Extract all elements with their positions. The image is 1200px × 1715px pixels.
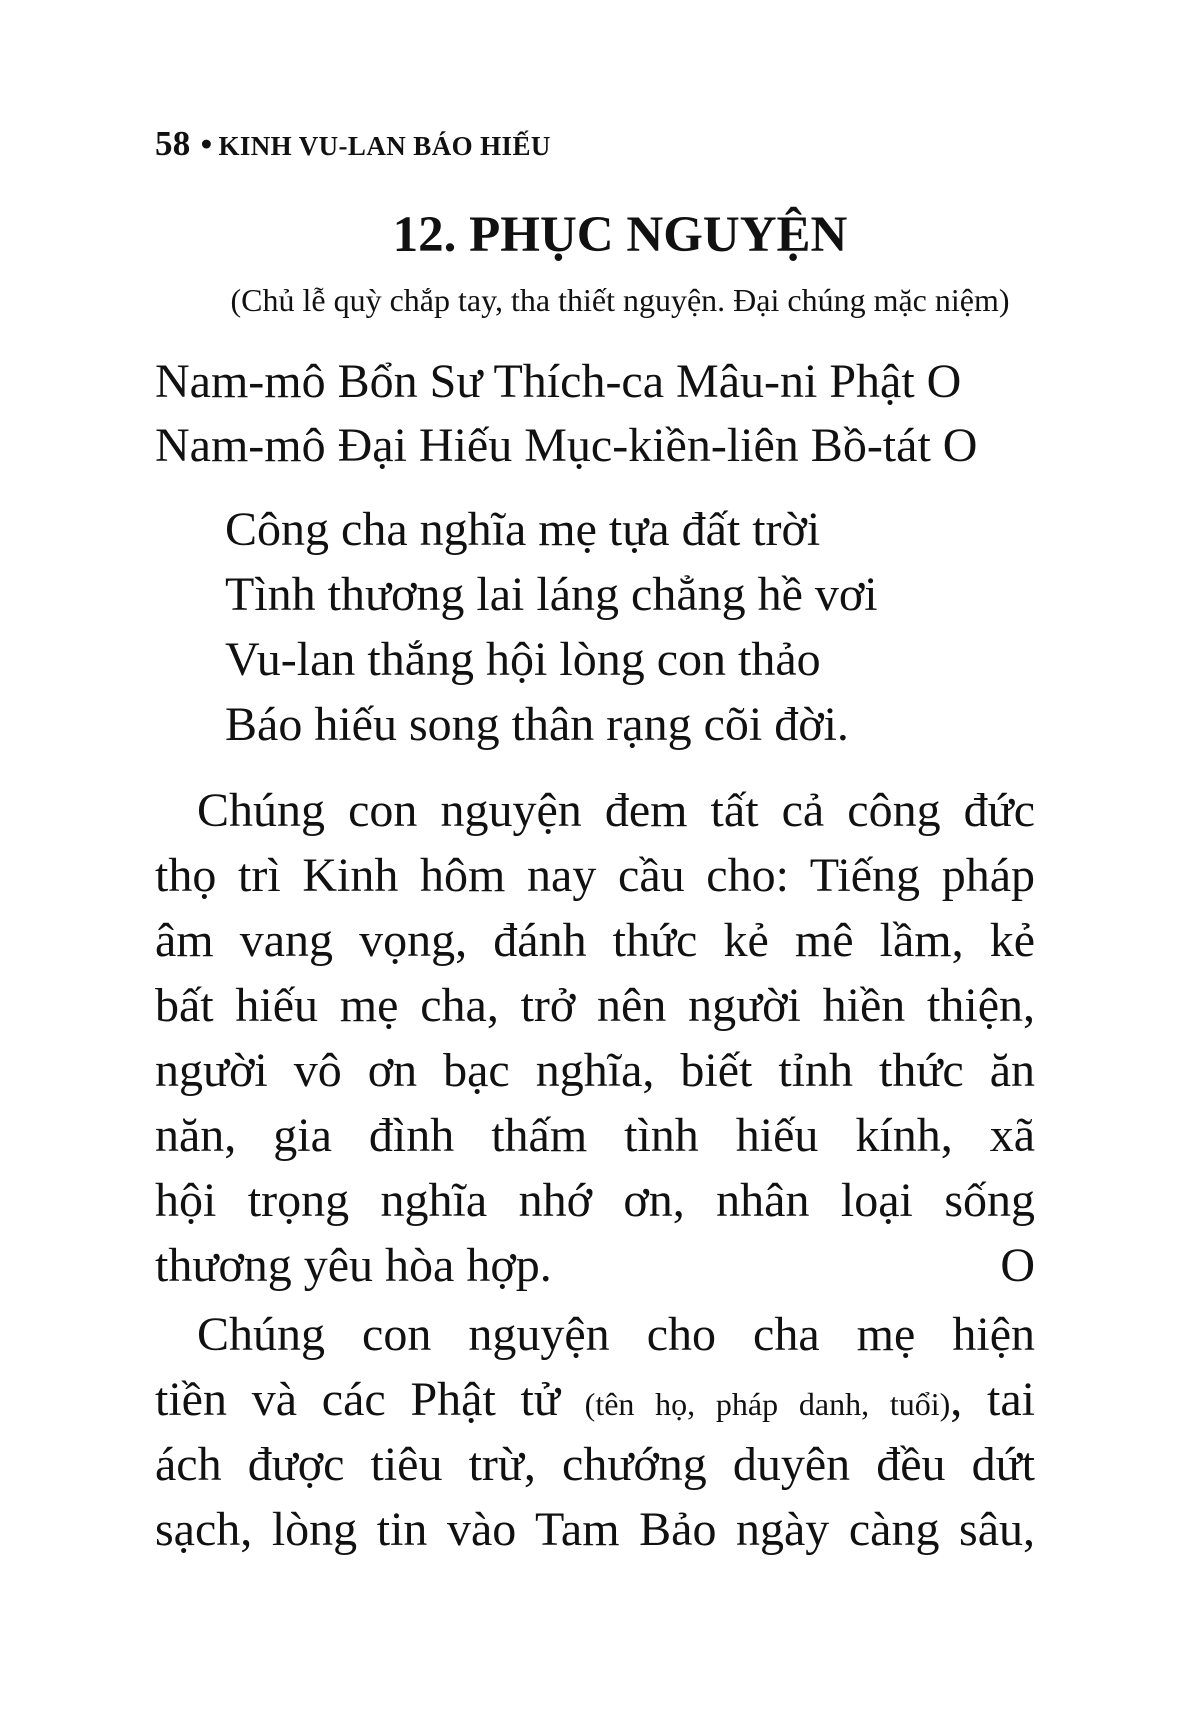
running-header — [155, 124, 551, 166]
paragraph-text: , tai — [950, 1373, 1035, 1426]
invocation-line: Nam-mô Đại Hiếu Mục-kiền-liên Bồ-tát O — [155, 419, 978, 472]
prayer-paragraph-1 — [155, 778, 1035, 1298]
verse-stanza — [225, 497, 878, 757]
prayer-paragraph-2 — [155, 1302, 1035, 1562]
page-number: 58 — [155, 124, 191, 163]
verse-line: Báo hiếu song thân rạng cõi đời. — [225, 698, 849, 751]
paragraph-line: Chúng con nguyện cho cha mẹ hiện — [197, 1308, 1035, 1361]
paragraph-line: người vô ơn bạc nghĩa, biết tỉnh thức ăn — [155, 1044, 1035, 1097]
book-title: KINH VU-LAN BÁO HIẾU — [218, 131, 551, 161]
paragraph-line: thọ trì Kinh hôm nay cầu cho: Tiếng pháp — [155, 849, 1035, 902]
invocation-line: Nam-mô Bổn Sư Thích-ca Mâu-ni Phật O — [155, 355, 962, 408]
paragraph-line: thương yêu hòa hợp. — [155, 1239, 552, 1292]
inline-note: (tên họ, pháp danh, tuổi) — [584, 1386, 951, 1422]
paragraph-line: sạch, lòng tin vào Tam Bảo ngày càng sâu, — [155, 1503, 1035, 1556]
paragraph-line: âm vang vọng, đánh thức kẻ mê lầm, kẻ — [155, 914, 1035, 967]
paragraph-line: năn, gia đình thấm tình hiếu kính, xã — [155, 1109, 1035, 1162]
section-title: 12. PHỤC NGUYỆN — [392, 207, 848, 263]
section-rubric: (Chủ lễ quỳ chắp tay, tha thiết nguyện. Đại chúng mặc niệm) — [230, 282, 1010, 318]
paragraph-text: tiền và các Phật tử — [155, 1373, 585, 1426]
verse-line: Công cha nghĩa mẹ tựa đất trời — [225, 503, 821, 556]
verse-line: Tình thương lai láng chẳng hề vơi — [225, 568, 878, 621]
verse-line: Vu-lan thắng hội lòng con thảo — [225, 633, 821, 686]
end-mark: O — [1000, 1239, 1035, 1292]
paragraph-last-line — [155, 1233, 1035, 1298]
paragraph-line: Chúng con nguyện đem tất cả công đức — [197, 784, 1035, 837]
invocations — [155, 350, 1035, 478]
paragraph-line-with-note — [155, 1367, 1035, 1432]
paragraph-line: hội trọng nghĩa nhớ ơn, nhân loại sống — [155, 1174, 1035, 1227]
header-bullet: • — [200, 127, 213, 163]
paragraph-line: ách được tiêu trừ, chướng duyên đều dứt — [155, 1438, 1035, 1491]
paragraph-line: bất hiếu mẹ cha, trở nên người hiền thiện, — [155, 979, 1035, 1032]
